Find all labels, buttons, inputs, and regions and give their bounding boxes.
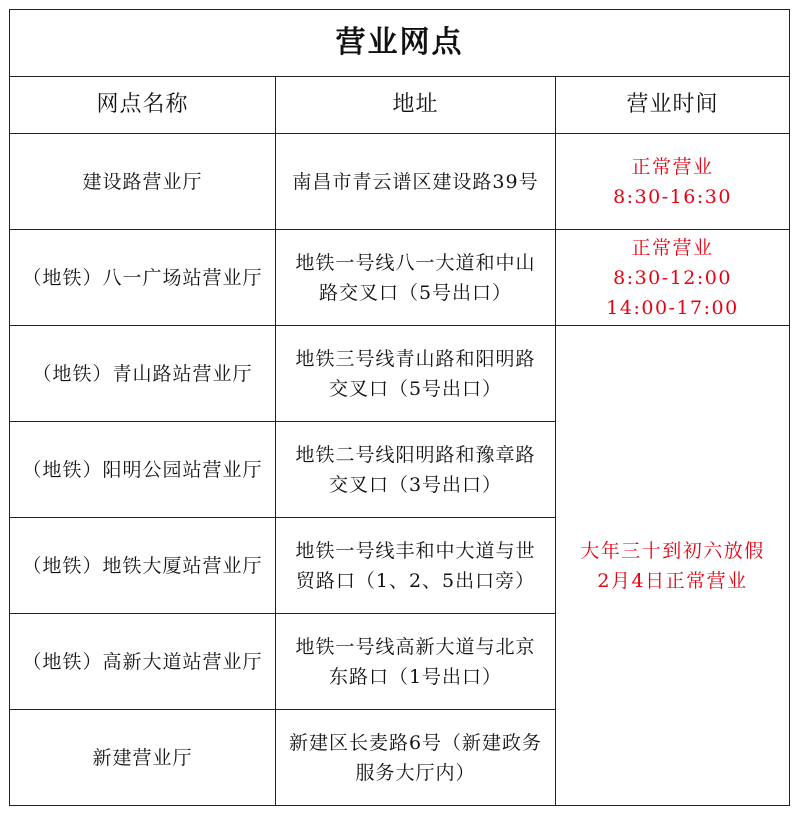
table-title: 营业网点: [10, 10, 790, 77]
branch-table: [9, 9, 790, 806]
hours-status: 正常营业: [631, 155, 714, 178]
branch-name: （地铁）地铁大厦站营业厅: [10, 518, 276, 614]
branch-name: （地铁）高新大道站营业厅: [10, 614, 276, 710]
holiday-reopen: 2月4日正常营业: [597, 569, 748, 592]
title-row: [10, 10, 790, 77]
table-row: [10, 134, 790, 230]
branch-address: 地铁一号线八一大道和中山路交叉口（5号出口）: [276, 230, 556, 326]
hours-time-morning: 8:30-12:00: [613, 266, 732, 289]
holiday-notice: 大年三十到初六放假: [580, 539, 765, 562]
branch-name: （地铁）阳明公园站营业厅: [10, 422, 276, 518]
branch-address: 地铁三号线青山路和阳明路交叉口（5号出口）: [276, 326, 556, 422]
branch-hours: [556, 230, 790, 326]
branch-address: 地铁一号线高新大道与北京东路口（1号出口）: [276, 614, 556, 710]
branch-address: 地铁二号线阳明路和豫章路交叉口（3号出口）: [276, 422, 556, 518]
branch-address: 地铁一号线丰和中大道与世贸路口（1、2、5出口旁）: [276, 518, 556, 614]
branch-address: 新建区长麦路6号（新建政务服务大厅内）: [276, 710, 556, 806]
branch-hours: [556, 134, 790, 230]
hours-time-afternoon: 14:00-17:00: [606, 296, 739, 319]
hours-status: 正常营业: [631, 236, 714, 259]
table-row: [10, 326, 790, 422]
branch-name: 建设路营业厅: [10, 134, 276, 230]
hours-time: 8:30-16:30: [613, 185, 732, 208]
branch-address: 南昌市青云谱区建设路39号: [276, 134, 556, 230]
branch-name: （地铁）八一广场站营业厅: [10, 230, 276, 326]
table-row: [10, 230, 790, 326]
header-hours: 营业时间: [556, 77, 790, 134]
header-address: 地址: [276, 77, 556, 134]
branch-name: （地铁）青山路站营业厅: [10, 326, 276, 422]
header-row: [10, 77, 790, 134]
header-name: 网点名称: [10, 77, 276, 134]
branch-name: 新建营业厅: [10, 710, 276, 806]
branch-table-sheet: [9, 9, 789, 814]
holiday-hours: [556, 326, 790, 806]
